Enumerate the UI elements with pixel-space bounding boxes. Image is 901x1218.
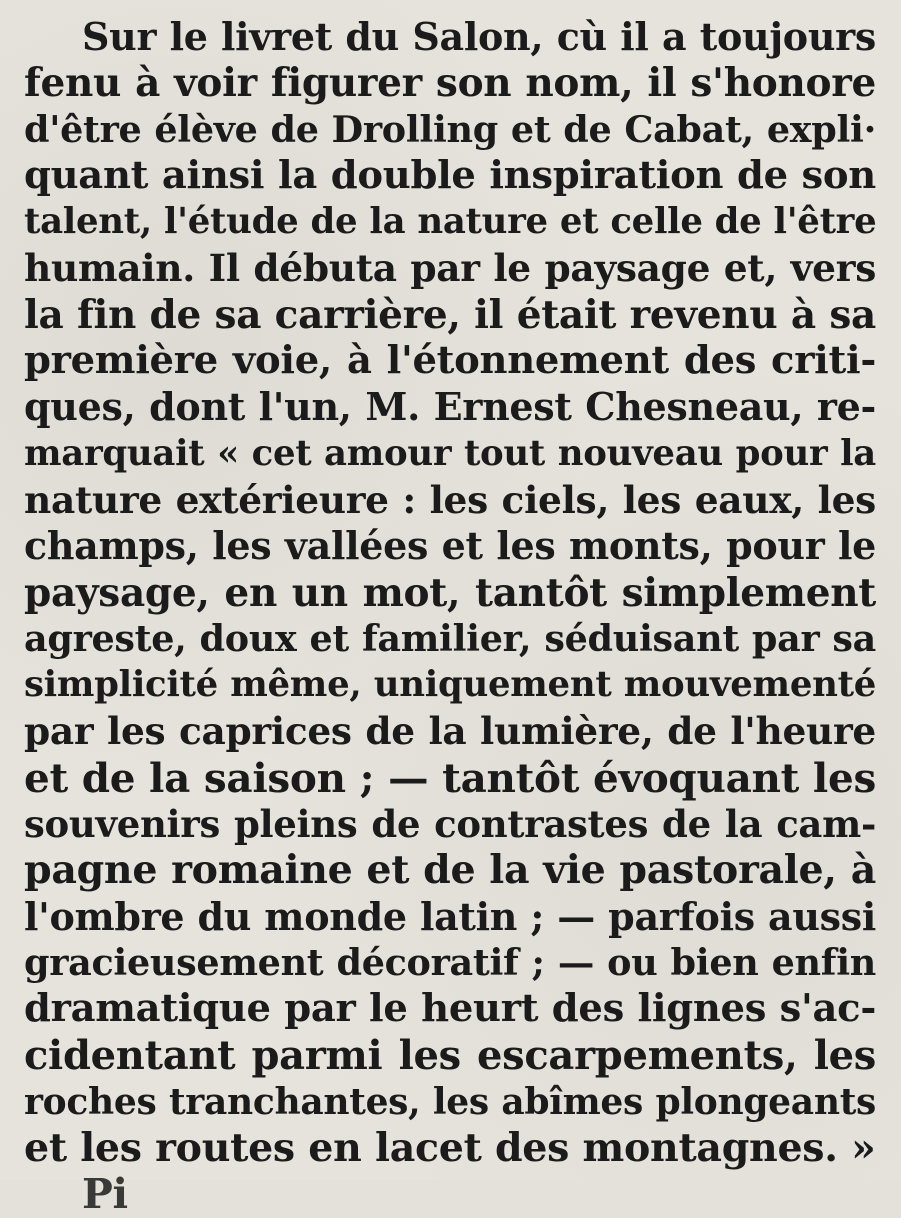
text-line: champs, les vallées et les monts, pour le [24, 523, 876, 569]
text-line: la fin de sa carrière, il était revenu à sa [24, 291, 876, 338]
text-line: pagne romaine et de la vie pastorale, à [24, 847, 876, 894]
text-line: marquait « cet amour tout nouveau pour la [24, 432, 876, 474]
text-line: quant ainsi la double inspiration de son [24, 152, 876, 198]
text-line: première voie, à l'étonnement des criti- [24, 338, 876, 384]
text-line: paysage, en un mot, tantôt simplement [24, 569, 876, 616]
text-line: et de la saison ; — tantôt évoquant les [24, 753, 876, 802]
text-line: l'ombre du monde latin ; — parfois aussi [24, 893, 876, 939]
text-line: nature extérieure : les ciels, les eaux, les [24, 477, 876, 522]
text-line: souvenirs pleins de contrastes de la cam- [24, 802, 876, 847]
text-line: agreste, doux et familier, séduisant par sa [24, 616, 876, 660]
text-line: gracieusement décoratif ; — ou bien enfin [24, 940, 876, 984]
text-line: simplicité même, uniquement mouvementé [24, 664, 876, 706]
text-line: cidentant parmi les escarpements, les [24, 1031, 876, 1079]
text-line: d'être élève de Drolling et de Cabat, expli· [24, 107, 876, 151]
text-line: fenu à voir figurer son nom, il s'honore [24, 60, 876, 107]
text-line: et les routes en lacet des montagnes. » [24, 1125, 876, 1172]
article-column [24, 14, 876, 1218]
text-line: ques, dont l'un, M. Ernest Chesneau, re- [24, 384, 876, 430]
text-line: talent, l'étude de la nature et celle de l'être [24, 201, 877, 243]
text-line: dramatique par le heurt des lignes s'ac- [24, 986, 876, 1032]
text-line: Sur le livret du Salon, cù il a toujours [82, 14, 876, 59]
text-line-cut-off: Pi [82, 1170, 128, 1218]
text-line: humain. Il débuta par le paysage et, vers [24, 246, 876, 291]
text-line: roches tranchantes, les abîmes plongeants [24, 1080, 876, 1123]
text-line: par les caprices de la lumière, de l'heure [24, 709, 876, 754]
